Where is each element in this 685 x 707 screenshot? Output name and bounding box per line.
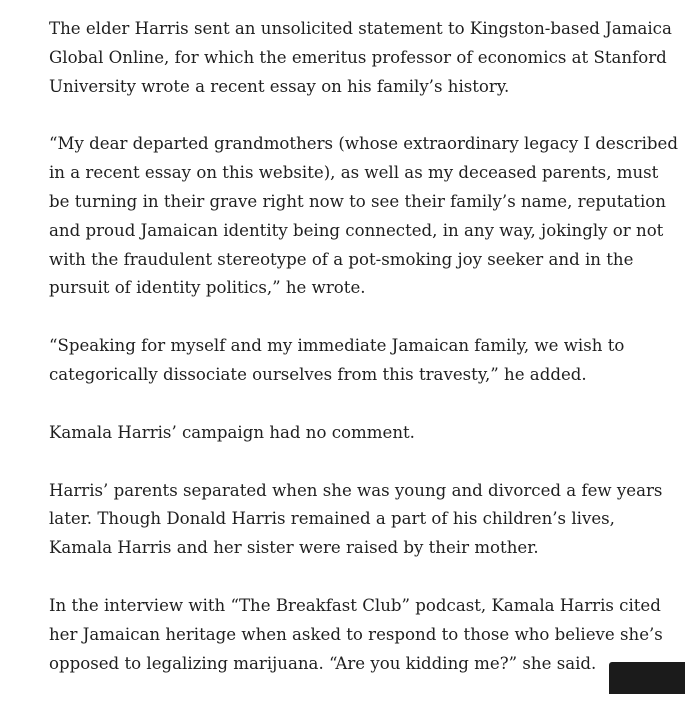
floating-widget[interactable] [609,662,685,694]
paragraph-campaign-no-comment: Kamala Harris’ campaign had no comment. [49,422,415,442]
paragraph-quote-grandmothers: “My dear departed grandmothers (whose extraordinary legacy I described in a recent essay on this website), as well as my deceased parents, must be turning in their grave right now to see their family’s name, reputation and proud Jamaican identity being connected, in any way, jokingly or not with the fraudulent stereotype of a pot-smoking joy seeker and in the pursuit of identity politics,” he wrote. [49,134,678,298]
paragraph-statement-intro: The elder Harris sent an unsolicited statement to Kingston-based Jamaica Global Online, for which the emeritus professor of economics at Stanford University wrote a recent essay on his family’s history. [49,19,672,96]
paragraph-quote-dissociate: “Speaking for myself and my immediate Jamaican family, we wish to categorically dissociate ourselves from this travesty,” he added. [49,336,625,384]
paragraph-breakfast-club: In the interview with “The Breakfast Club” podcast, Kamala Harris cited her Jamaican heritage when asked to respond to those who believe she’s opposed to legalizing marijuana. “Are you kidding me?” she said. [49,595,663,673]
paragraph-parents-separated: Harris’ parents separated when she was young and divorced a few years later. Though Donald Harris remained a part of his children’s lives, Kamala Harris and her sister were raised by their mother. [49,480,663,558]
article-body [49,15,679,707]
